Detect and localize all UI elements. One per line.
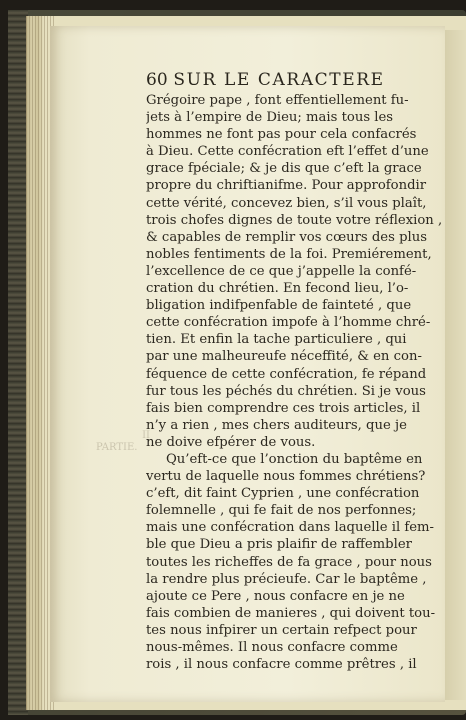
- text-line: vertu de laquelle nous fommes chrétiens?: [146, 469, 426, 485]
- text-line: féquence de cette confécration, fe répand: [146, 366, 427, 382]
- text-line: tes nous infpirer un certain refpect pour: [146, 622, 417, 638]
- running-head: SUR LE CARACTERE: [173, 70, 385, 90]
- text-line: rois , il nous confacre comme prêtres , il: [146, 657, 417, 673]
- text-line: nous-mêmes. Il nous confacre comme: [146, 640, 398, 655]
- page-header: [146, 70, 446, 92]
- text-line: & capables de remplir vos cœurs des plus: [146, 229, 427, 245]
- text-line: cration du chrétien. En fecond lieu, l’o-: [146, 281, 409, 297]
- text-line: mais une confécration dans laquelle il fem-: [146, 520, 435, 536]
- text-line: cette confécration impofe à l’homme chré-: [146, 315, 431, 331]
- text-line: Qu’eft-ce que l’onction du baptême en: [166, 451, 423, 467]
- text-line: à Dieu. Cette confécration eft l’effet d’une: [146, 144, 429, 160]
- bleed-through-line: PARTIE.: [96, 442, 138, 453]
- text-line: la rendre plus précieufe. Car le baptême ,: [146, 571, 427, 587]
- book-spine-edge: [8, 10, 28, 715]
- text-line: bligation indifpenfable de fainteté , que: [146, 298, 412, 314]
- text-line: c’eft, dit faint Cyprien , une confécration: [146, 486, 420, 502]
- text-line: ne doive efpérer de vous.: [146, 434, 316, 450]
- text-line: jets à l’empire de Dieu; mais tous les: [146, 110, 394, 126]
- facing-page-edge: [445, 30, 466, 700]
- text-line: fur tous les péchés du chrétien. Si je vous: [146, 383, 426, 399]
- text-line: grace fpéciale; & je dis que c’eft la grace: [146, 161, 422, 177]
- text-line: ble que Dieu a pris plaifir de raffembler: [146, 537, 412, 553]
- text-line: n’y a rien , mes chers auditeurs, que je: [146, 417, 407, 433]
- text-line: tien. Et enfin la tache particuliere , qui: [146, 332, 407, 348]
- text-line: cette vérité, concevez bien, s’il vous plaît,: [146, 195, 427, 211]
- text-line: fais bien comprendre ces trois articles, il: [146, 400, 421, 416]
- text-line: ajoute ce Pere , nous confacre en je ne: [146, 588, 405, 604]
- text-line: fais combien de manieres , qui doivent tou-: [146, 605, 436, 621]
- text-line: propre du chriftianifme. Pour approfondir: [146, 178, 427, 194]
- page-number: 60: [146, 70, 168, 90]
- text-line: hommes ne font pas pour cela confacrés: [146, 127, 417, 143]
- text-line: trois chofes dignes de toute votre réflexion ,: [146, 212, 443, 228]
- bleed-through-line: II: [142, 430, 150, 441]
- text-line: Grégoire pape , font effentiellement fu-: [146, 93, 409, 108]
- text-line: par une malheureufe néceffité, & en con-: [146, 349, 422, 365]
- text-line: toutes les richeffes de fa grace , pour nous: [146, 554, 432, 570]
- text-line: folemnelle , qui fe fait de nos perfonnes;: [146, 503, 417, 519]
- body-text: [146, 92, 446, 673]
- text-line: nobles fentiments de la foi. Premiérement,: [146, 246, 432, 262]
- text-line: l’excellence de ce que j’appelle la confé-: [146, 263, 417, 279]
